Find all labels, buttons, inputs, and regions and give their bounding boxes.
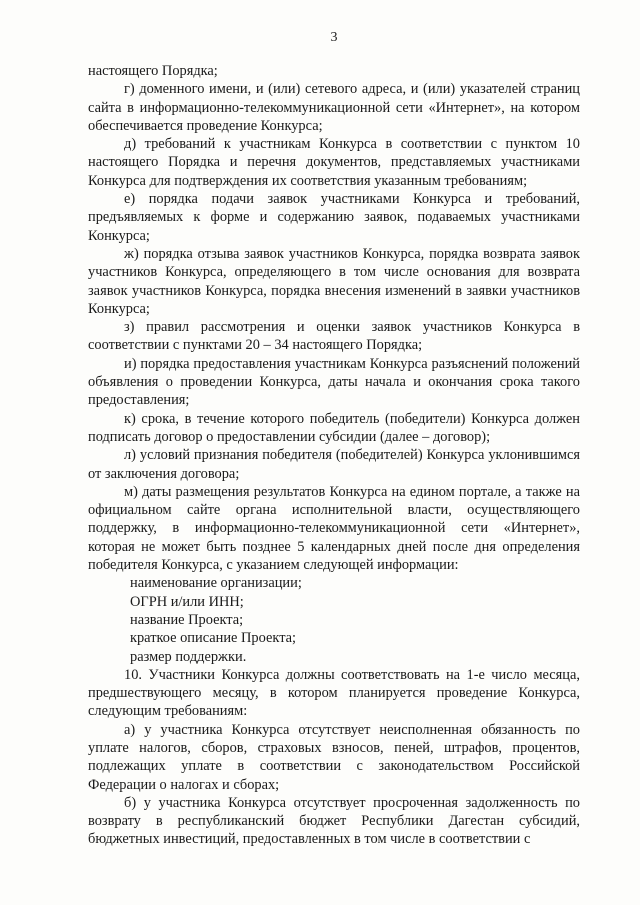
paragraph: и) порядка предоставления участникам Конкурса разъяснений положений объявления о проведении Конкурса, даты начала и окончания срока такого предоставления;: [88, 355, 580, 409]
paragraph: к) срока, в течение которого победитель (победители) Конкурса должен подписать договор о предоставлении субсидии (далее – договор);: [88, 410, 580, 445]
page-number: 3: [330, 30, 338, 45]
paragraph: 10. Участники Конкурса должны соответствовать на 1-е число месяца, предшествующего месяцу, в котором планируется проведение Конкурса, следующим требованиям:: [88, 666, 580, 720]
list-item: ОГРН и/или ИНН;: [130, 593, 244, 610]
list-item: наименование организации;: [130, 575, 302, 592]
paragraph: л) условий признания победителя (победителей) Конкурса уклонившимся от заключения договора;: [88, 447, 580, 482]
paragraph: ж) порядка отзыва заявок участников Конкурса, порядка возврата заявок участников Конкурса, определяющего в том числе основания для возврата заявок участников Конкурса, порядка внесения изменений в заявки участников Конкурса;: [88, 245, 580, 317]
paragraph: е) порядка подачи заявок участниками Конкурса и требований, предъявляемых к форме и содержанию заявок, подаваемых участниками Конкурса;: [88, 191, 580, 244]
paragraph: д) требований к участникам Конкурса в соответствии с пунктом 10 настоящего Порядка и перечня документов, представляемых участниками Конкурса для подтверждения их соответствия указанным требованиям;: [88, 136, 580, 189]
list-item: название Проекта;: [130, 611, 244, 628]
paragraph: з) правил рассмотрения и оценки заявок участников Конкурса в соответствии с пунктами 20 – 34 настоящего Порядка;: [88, 319, 580, 354]
list-item: размер поддержки.: [130, 648, 247, 665]
list-item: краткое описание Проекта;: [130, 630, 297, 647]
paragraph: г) доменного имени, и (или) сетевого адреса, и (или) указателей страниц сайта в информационно-телекоммуникационной сети «Интернет», на котором обеспечивается проведение Конкурса;: [88, 81, 580, 134]
paragraph: а) у участника Конкурса отсутствует неисполненная обязанность по уплате налогов, сборов, страховых взносов, пеней, штрафов, процентов, подлежащих уплате в соответствии с законодательством Российской Федерации о налогах и сборах;: [88, 721, 580, 793]
paragraph: м) даты размещения результатов Конкурса на едином портале, а также на официальном сайте органа исполнительной власти, осуществляющего поддержку, в информационно-телекоммуникационной сети «Интернет», которая не может быть позднее 5 календарных дней после дня определения победителя Конкурса, с указанием следующей информации:: [88, 483, 580, 574]
paragraph: б) у участника Конкурса отсутствует просроченная задолженность по возврату в республиканский бюджет Республики Дагестан субсидий, бюджетных инвестиций, предоставленных в том числе в соответствии с: [88, 794, 580, 848]
paragraph: настоящего Порядка;: [88, 63, 218, 79]
